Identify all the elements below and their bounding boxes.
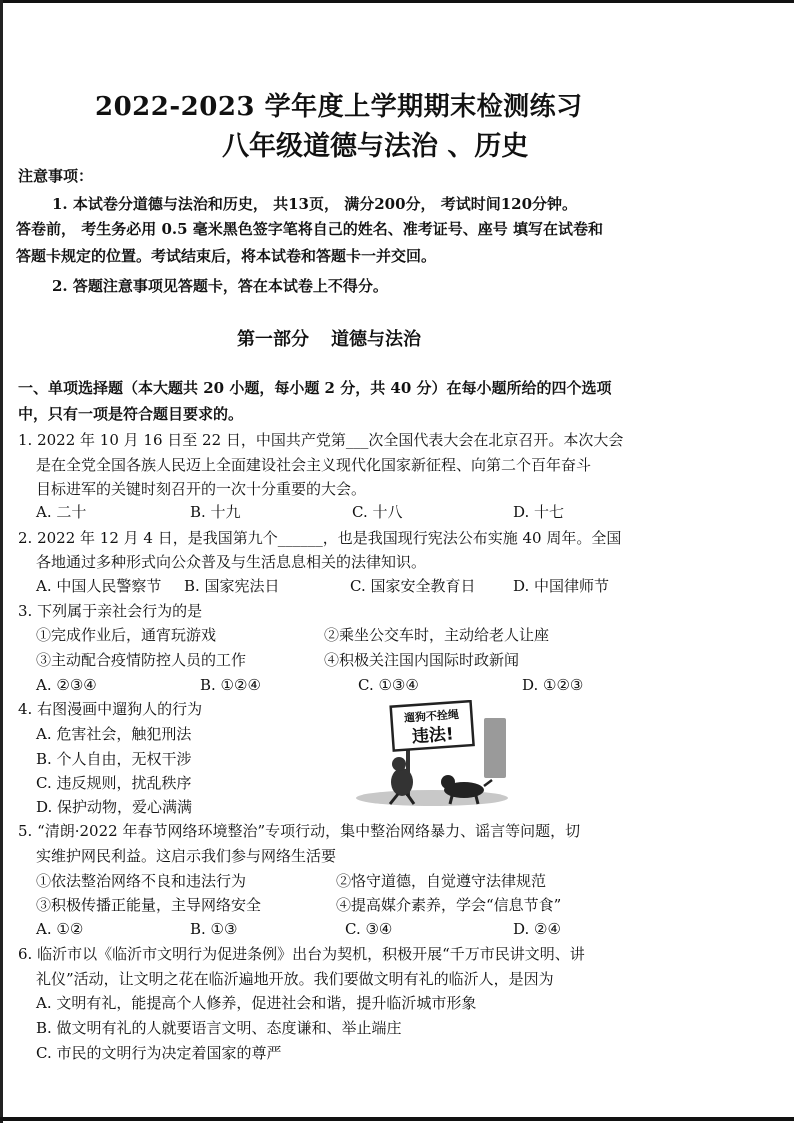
exam-title: 2022-2023 学年度上学期期末检测练习 (95, 92, 583, 122)
notice-item-1-cont2: 答题卡规定的位置。考试结束后，将本试卷和答题卡一并交回。 (16, 247, 437, 265)
question-3-option: B. ①②④ (200, 676, 261, 694)
warning-sign (391, 701, 474, 750)
instructions-line-2: 中，只有一项是符合题目要求的。 (18, 405, 244, 423)
question-3-statement: ④积极关注国内国际时政新闻 (324, 651, 520, 669)
question-5-text: 实维护网民利益。这启示我们参与网络生活要 (36, 847, 337, 865)
section-part: 第一部分 (237, 329, 309, 350)
question-5-statement: ④提高媒介素养，学会“信息节食” (336, 896, 562, 914)
question-5-statement: ①依法整治网络不良和违法行为 (36, 872, 247, 890)
question-3-statement: ①完成作业后，通宵玩游戏 (36, 626, 217, 644)
question-1-option: B. 十九 (190, 503, 241, 521)
question-3-text: 3. 下列属于亲社会行为的是 (18, 602, 203, 620)
question-1-text: 目标进军的关键时刻召开的一次十分重要的大会。 (36, 480, 367, 498)
question-1-option: D. 十七 (513, 503, 565, 521)
question-2-text: 2. 2022 年 12 月 4 日，是我国第九个______，也是我国现行宪法公布实施 40 周年。全国 (18, 529, 622, 547)
question-5-statement: ③积极传播正能量，主导网络安全 (36, 896, 262, 914)
question-4-option: B. 个人自由，无权干涉 (36, 750, 192, 768)
question-1-text: 1. 2022 年 10 月 16 日至 22 日，中国共产党第___次全国代表大会在北京召开。本次大会 (18, 431, 624, 449)
question-2-text: 各地通过多种形式向公众普及与生活息息相关的法律知识。 (36, 553, 427, 571)
question-4-option: C. 违反规则，扰乱秩序 (36, 774, 192, 792)
question-2-option: D. 中国律师节 (513, 577, 610, 595)
page-bottom-edge (0, 1117, 794, 1121)
question-4-option: D. 保护动物，爱心满满 (36, 798, 193, 816)
page-left-edge (0, 0, 3, 1123)
question-2-option: B. 国家宪法日 (184, 577, 280, 595)
question-6-option: C. 市民的文明行为决定着国家的尊严 (36, 1044, 282, 1062)
section-subject: 道德与法治 (331, 329, 421, 350)
question-3-statement: ③主动配合疫情防控人员的工作 (36, 651, 247, 669)
notice-heading: 注意事项： (18, 167, 94, 185)
question-1-option: A. 二十 (36, 503, 87, 521)
section-heading (237, 325, 421, 351)
notice-item-1: 1. 本试卷分道德与法治和历史， 共13页， 满分200分， 考试时间120分钟。 (52, 195, 578, 213)
question-5-option: C. ③④ (345, 920, 393, 938)
notice-item-1-cont: 答卷前， 考生务必用 0.5 毫米黑色签字笔将自己的姓名、准考证号、座号 填写在试卷和 (16, 220, 603, 238)
question-6-text: 礼仪”活动，让文明之花在临沂遍地开放。我们要做文明有礼的临沂人，是因为 (36, 970, 554, 988)
question-4-text: 4. 右图漫画中遛狗人的行为 (18, 700, 203, 718)
question-6-text: 6. 临沂市以《临沂市文明行为促进条例》出台为契机，积极开展“千万市民讲文明、讲 (18, 945, 585, 963)
question-1-text: 是在全党全国各族人民迈上全面建设社会主义现代化国家新征程、向第二个百年奋斗 (36, 456, 592, 474)
exam-subtitle: 八年级道德与法治 、历史 (222, 131, 529, 162)
instructions-line-1: 一、单项选择题（本大题共 20 小题，每小题 2 分，共 40 分）在每小题所给的四个选项 (18, 379, 612, 397)
question-5-text: 5. “清朗·2022 年春节网络环境整治”专项行动，集中整治网络暴力、谣言等问题，切 (18, 822, 581, 840)
cartoon-ground (356, 790, 508, 806)
notice-item-2: 2. 答题注意事项见答题卡，答在本试卷上不得分。 (52, 277, 388, 295)
question-2-option: C. 国家安全教育日 (350, 577, 476, 595)
question-6-option: A. 文明有礼，能提高个人修养，促进社会和谐，提升临沂城市形象 (36, 994, 477, 1012)
question-5-statement: ②恪守道德，自觉遵守法律规范 (336, 872, 547, 890)
cartoon-bush (484, 718, 506, 778)
dog-walking-cartoon (352, 700, 512, 808)
page-top-edge (0, 0, 794, 3)
sign-text-main: 违法! (411, 724, 455, 748)
question-3-option: A. ②③④ (36, 676, 97, 694)
question-2-option: A. 中国人民警察节 (36, 577, 162, 595)
sign-text-top: 遛狗不拴绳 (403, 707, 460, 725)
question-5-option: D. ②④ (513, 920, 561, 938)
question-3-option: C. ①③④ (358, 676, 419, 694)
question-5-option: B. ①③ (190, 920, 238, 938)
question-4-option: A. 危害社会，触犯刑法 (36, 725, 192, 743)
question-6-option: B. 做文明有礼的人就要语言文明、态度谦和、举止端庄 (36, 1019, 402, 1037)
question-1-option: C. 十八 (352, 503, 403, 521)
question-5-option: A. ①② (36, 920, 84, 938)
question-3-option: D. ①②③ (522, 676, 584, 694)
question-3-statement: ②乘坐公交车时，主动给老人让座 (324, 626, 550, 644)
